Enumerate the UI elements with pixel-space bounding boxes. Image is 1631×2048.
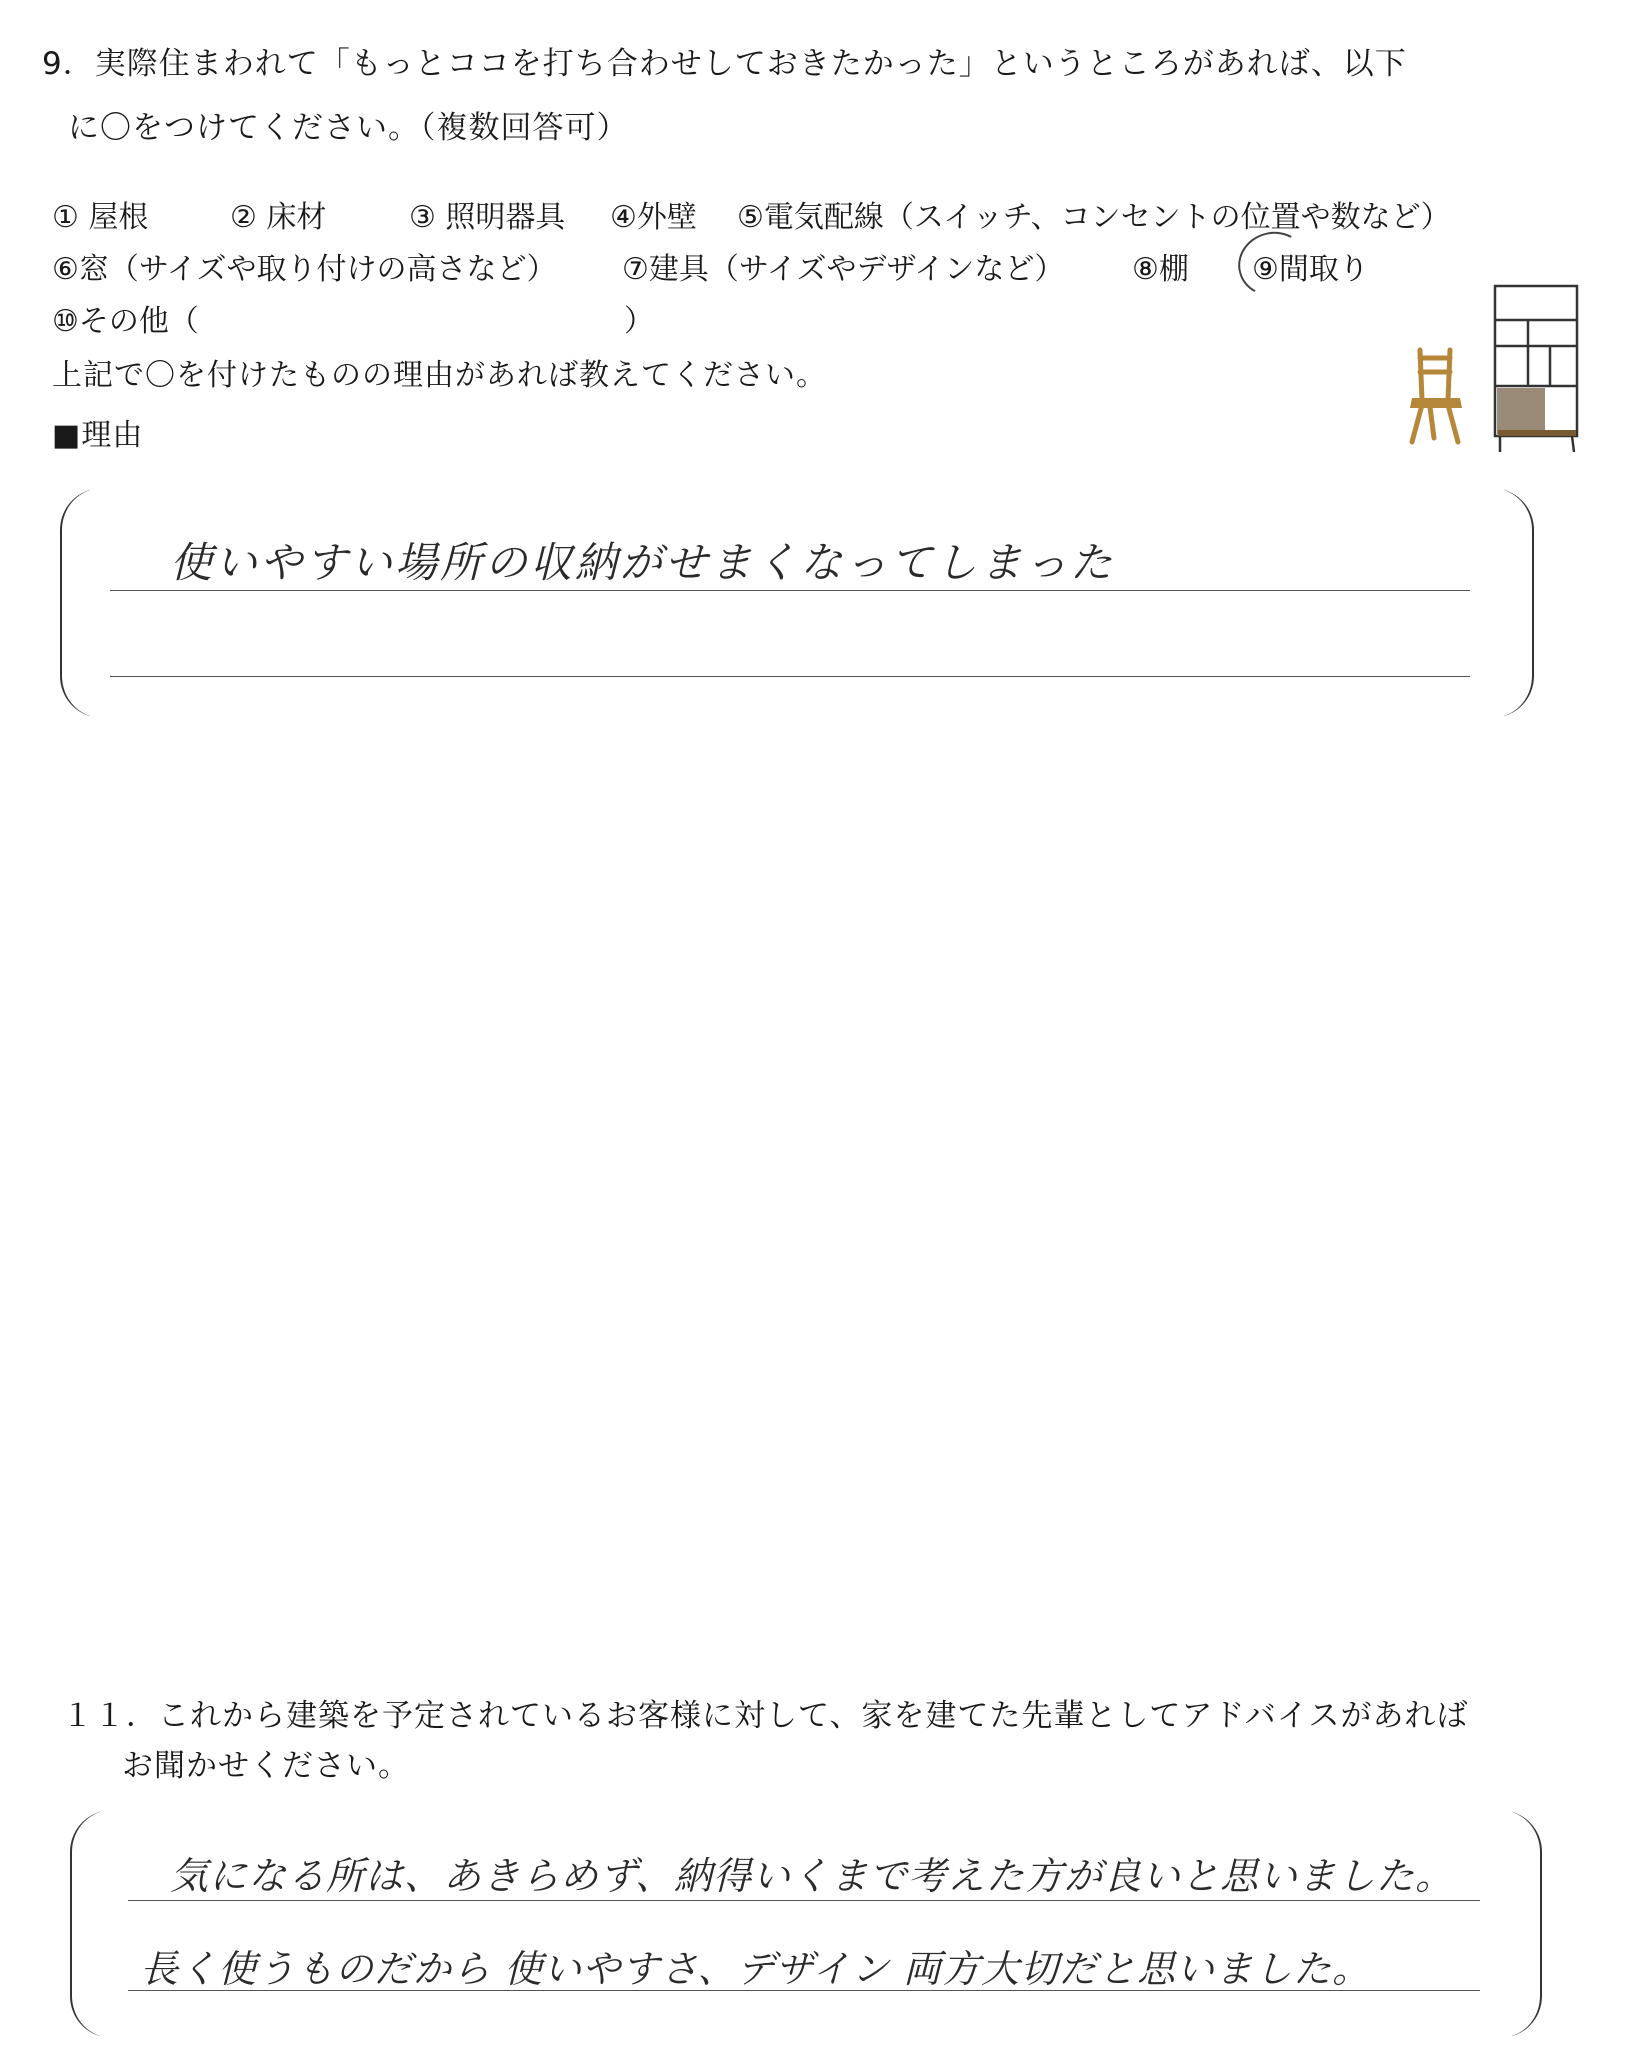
q11-question-line1: １１．これから建築を予定されているお客様に対して、家を建てた先輩としてアドバイスがあれば: [62, 1698, 1469, 1734]
q9-handwritten-answer: 使いやすい場所の収納がせまくなってしまった: [170, 538, 1116, 587]
selection-circle-mark: [1231, 224, 1315, 304]
q11-question-line2: お聞かせください。: [122, 1748, 410, 1784]
option-lighting[interactable]: ③ 照明器具: [409, 200, 566, 235]
option-shelf[interactable]: ⑧棚: [1132, 252, 1189, 287]
reason-label: ■理由: [52, 418, 144, 453]
q11-handwritten-answer-line1: 気になる所は、あきらめず、納得いくまで考えた方が良いと思いました。: [170, 1854, 1454, 1898]
answer-rule: [110, 590, 1470, 591]
option-other[interactable]: ⑩その他（: [52, 304, 199, 339]
reason-prompt: 上記で〇を付けたものの理由があれば教えてください。: [52, 358, 827, 393]
q9-question-line1: 9．実際住まわれて「もっとココを打ち合わせしておきたかった」というところがあれば、以下: [42, 46, 1407, 82]
option-roof[interactable]: ① 屋根: [52, 200, 149, 235]
chair-and-bookshelf-icon: [1400, 280, 1600, 460]
q11-handwritten-answer-line2: 長く使うものだから 使いやすさ、デザイン 両方大切だと思いました。: [140, 1947, 1371, 1991]
answer-rule: [110, 676, 1470, 677]
option-layout[interactable]: ⑨間取り: [1252, 252, 1369, 287]
answer-rule: [128, 1900, 1480, 1901]
q9-answer-box[interactable]: [60, 488, 1534, 718]
q9-question-line2: に〇をつけてください。（複数回答可）: [68, 110, 629, 146]
option-other-close: ）: [624, 304, 654, 339]
option-exterior[interactable]: ④外壁: [610, 200, 697, 235]
option-window[interactable]: ⑥窓（サイズや取り付けの高さなど）: [52, 252, 557, 287]
option-fittings[interactable]: ⑦建具（サイズやデザインなど）: [622, 252, 1065, 287]
option-electrical[interactable]: ⑤電気配線（スイッチ、コンセントの位置や数など）: [737, 200, 1451, 235]
option-floor[interactable]: ② 床材: [230, 200, 327, 235]
